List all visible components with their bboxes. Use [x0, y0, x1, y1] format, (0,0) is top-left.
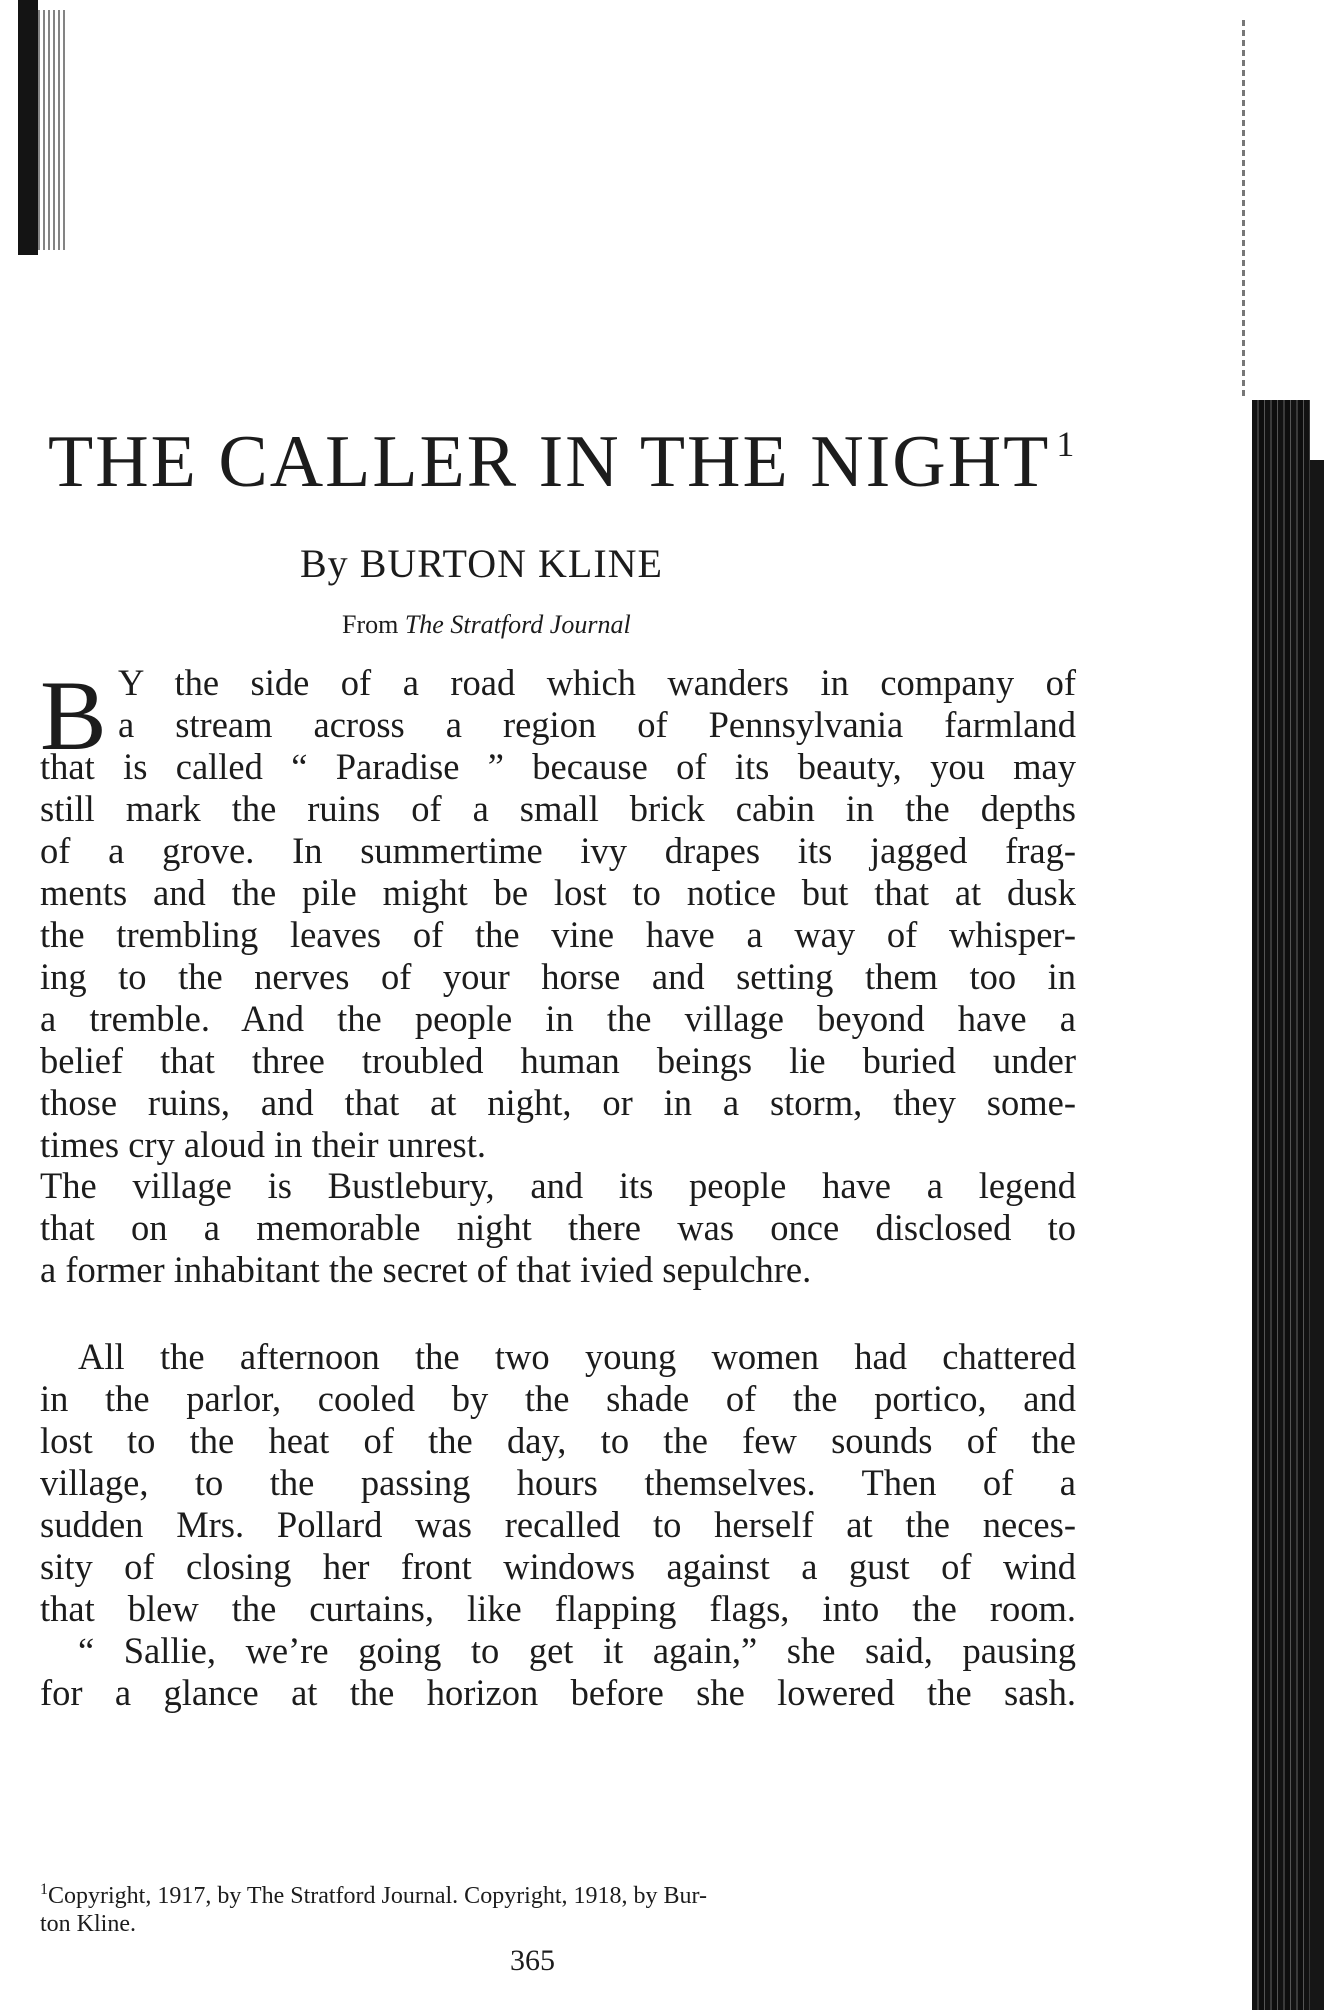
- text-line: village, to the passing hours themselves. Then of a: [40, 1462, 1076, 1503]
- author-name: BURTON KLINE: [359, 541, 663, 586]
- text-line: in the parlor, cooled by the shade of the portico, and: [40, 1378, 1076, 1419]
- text-line: belief that three troubled human beings lie buried under: [40, 1040, 1076, 1081]
- footnote-line: [40, 1876, 1076, 1910]
- scan-binding-shadow: [18, 0, 38, 255]
- footnote-text: Copyright, 1917, by The Stratford Journal. Copyright, 1918, by Bur-: [48, 1883, 708, 1909]
- text-line: times cry aloud in their unrest.: [40, 1124, 487, 1165]
- text-line: ments and the pile might be lost to notice but that at dusk: [40, 872, 1076, 913]
- footnote: [40, 1876, 1076, 1938]
- text-line: a stream across a region of Pennsylvania farmland: [118, 704, 1076, 745]
- page-number: 365: [510, 1944, 555, 1977]
- article-title: [48, 421, 1148, 503]
- source-line: [342, 610, 631, 640]
- text-line: sity of closing her front windows against a gust of wind: [40, 1546, 1076, 1587]
- text-line: that on a memorable night there was once disclosed to: [40, 1207, 1076, 1248]
- scan-binding-shadow-fade: [38, 10, 68, 250]
- text-line: the trembling leaves of the vine have a way of whisper-: [40, 914, 1076, 955]
- text-line: lost to the heat of the day, to the few sounds of the: [40, 1420, 1076, 1461]
- title-footnote-mark: 1: [1056, 424, 1077, 464]
- text-line: that is called “ Paradise ” because of its beauty, you may: [40, 746, 1076, 787]
- text-line: Y the side of a road which wanders in company of: [118, 662, 1076, 703]
- footnote-mark: 1: [40, 1881, 48, 1898]
- source-prefix: From: [342, 610, 399, 639]
- article-title-text: THE CALLER IN THE NIGHT: [48, 421, 1051, 503]
- footnote-line: ton Kline.: [40, 1911, 136, 1937]
- text-line: a former inhabitant the secret of that ivied sepulchre.: [40, 1249, 812, 1290]
- text-line: ing to the nerves of your horse and setting them too in: [40, 956, 1076, 997]
- text-line: sudden Mrs. Pollard was recalled to herself at the neces-: [40, 1504, 1076, 1545]
- paragraph-1: [40, 662, 1076, 1166]
- text-line: for a glance at the horizon before she lowered the sash.: [40, 1672, 1076, 1713]
- scan-page-edge: [1252, 400, 1310, 2010]
- text-line: a tremble. And the people in the village beyond have a: [40, 998, 1076, 1039]
- paragraph-3: [40, 1336, 1076, 1714]
- paragraph-2: [40, 1165, 1076, 1291]
- byline: [300, 540, 663, 587]
- text-line: those ruins, and that at night, or in a storm, they some-: [40, 1082, 1076, 1123]
- text-line: “ Sallie, we’re going to get it again,” she said, pausing: [78, 1630, 1076, 1671]
- byline-prefix: By: [300, 541, 349, 586]
- source-publication: The Stratford Journal: [404, 610, 631, 639]
- text-line: The village is Bustlebury, and its people have a legend: [40, 1165, 1076, 1206]
- text-line: still mark the ruins of a small brick cabin in the depths: [40, 788, 1076, 829]
- text-line: All the afternoon the two young women had chattered: [78, 1336, 1076, 1377]
- text-line: that blew the curtains, like flapping flags, into the room.: [40, 1588, 1076, 1629]
- drop-cap: B: [40, 660, 107, 771]
- scan-edge-line: [1242, 20, 1245, 400]
- text-line: of a grove. In summertime ivy drapes its jagged frag-: [40, 830, 1076, 871]
- scan-page-edge-solid: [1310, 460, 1324, 2010]
